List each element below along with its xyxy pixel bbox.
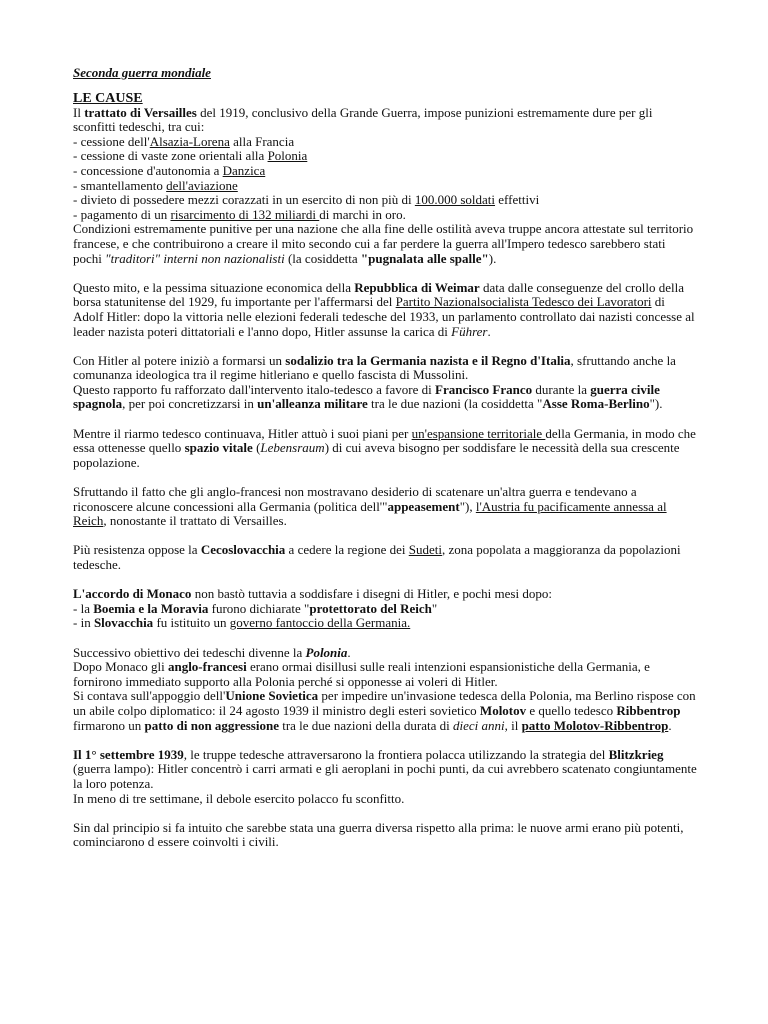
- bold-appeasement: appeasement: [387, 498, 460, 514]
- bold-accordo-monaco: L'accordo di Monaco: [73, 586, 192, 602]
- link-alsazia-lorena[interactable]: Alsazia-Lorena: [149, 133, 230, 149]
- bold-cecoslovacchia: Cecoslovacchia: [200, 542, 286, 558]
- bold-ribbentrop: Ribbentrop: [616, 702, 681, 718]
- italic-dieci-anni: dieci anni: [452, 717, 505, 733]
- bold-protettorato: protettorato del Reich: [309, 600, 432, 616]
- bold-alleanza: un'alleanza militare: [257, 396, 368, 412]
- document-title: Seconda guerra mondiale: [73, 65, 211, 80]
- link-espansione[interactable]: un'espansione territoriale: [411, 425, 546, 441]
- paragraph-appeasement: Sfruttando il fatto che gli anglo-francesi non mostravano desiderio di scatenare un'altra guerra e tendevano a riconoscere alcune concessioni alla Germania (politica dell'"appeasement"), l'Austria fu pacificamente annessa al Reich, nonostante il trattato di Versailles.: [73, 484, 667, 529]
- list-item-soldati: - divieto di possedere mezzi corazzati in un esercito di non più di 100.000 soldati effettivi: [73, 192, 540, 208]
- link-aviazione[interactable]: dell'aviazione: [166, 177, 238, 193]
- paragraph-sconfitta: In meno di tre settimane, il debole esercito polacco fu sconfitto.: [73, 790, 405, 806]
- bold-unione-sovietica: Unione Sovietica: [225, 688, 319, 704]
- list-item-boemia: - la Boemia e la Moravia furono dichiarate "protettorato del Reich": [73, 600, 438, 616]
- link-soldati[interactable]: 100.000 soldati: [414, 192, 496, 208]
- link-partito-nazionalsocialista[interactable]: Partito Nazionalsocialista Tedesco dei Lavoratori: [395, 294, 652, 310]
- bold-anglo-francesi: anglo-francesi: [167, 659, 247, 675]
- link-danzica[interactable]: Danzica: [222, 162, 266, 178]
- list-item-aviazione: - smantellamento dell'aviazione: [73, 177, 238, 193]
- link-austria[interactable]: l'Austria fu pacificamente annessa al Reich: [73, 498, 667, 529]
- paragraph-invasione: Il 1° settembre 1939, le truppe tedesche attraversarono la frontiera polacca utilizzando la strategia del Blitzkrieg (guerra lampo): Hitler concentrò i carri armati e gli aeroplani in pochi punti, da cui avrebbero scatenato congiuntamente la loro potenza.: [73, 746, 697, 791]
- paragraph-anglo-francesi: Dopo Monaco gli anglo-francesi erano ormai disillusi sulle reali intenzioni espansionistiche della Germania, e fornirono immediato supporto alla Polonia perché si opponesse ai voleri di Hitler.: [73, 659, 650, 689]
- bold-boemia: Boemia e la Moravia: [93, 600, 209, 616]
- link-governo-fantoccio[interactable]: governo fantoccio della Germania.: [229, 615, 411, 631]
- paragraph-obiettivo-polonia: Successivo obiettivo dei tedeschi divenne la Polonia.: [73, 644, 351, 660]
- bold-franco: Francisco Franco: [435, 381, 533, 397]
- bold-guerra-civile: guerra civile spagnola: [73, 381, 660, 412]
- bold-blitzkrieg: Blitzkrieg: [608, 746, 664, 762]
- italic-traditori: "traditori" interni non nazionalisti: [105, 250, 285, 266]
- paragraph-cecoslovacchia: Più resistenza oppose la Cecoslovacchia a cedere la regione dei Sudeti, zona popolata a maggioranza da popolazioni tedesche.: [73, 542, 681, 572]
- paragraph-conclusione: Sin dal principio si fa intuito che sarebbe stata una guerra diversa rispetto alla prima: le nuove armi erano più potenti, cominciarono d essere coinvolti i civili.: [73, 819, 684, 850]
- list-item-slovacchia: - in Slovacchia fu istituito un governo fantoccio della Germania.: [73, 615, 411, 631]
- link-patto-molotov-ribbentrop[interactable]: patto Molotov-Ribbentrop: [521, 717, 669, 733]
- bold-asse: Asse Roma-Berlino: [542, 396, 650, 412]
- link-risarcimento[interactable]: risarcimento di 132 miliardi: [170, 206, 320, 222]
- section-heading-cause: LE CAUSE: [73, 90, 143, 106]
- paragraph-versailles: Il trattato di Versailles del 1919, conclusivo della Grande Guerra, impose punizioni estremamente dure per gli sconfitti tedeschi, tra cui:: [73, 104, 653, 135]
- italic-fuhrer: Führer: [451, 323, 488, 339]
- bold-data-invasione: Il 1° settembre 1939: [73, 746, 184, 762]
- list-item-alsazia: - cessione dell'Alsazia-Lorena alla Francia: [73, 133, 295, 149]
- paragraph-riarmo: Mentre il riarmo tedesco continuava, Hitler attuò i suoi piani per un'espansione territoriale della Germania, in modo che essa ottenesse quello spazio vitale (Lebensraum) di cui aveva bisogno per soddisfare le necessità della sua crescente popolazione.: [73, 425, 696, 470]
- paragraph-patto: Si contava sull'appoggio dell'Unione Sovietica per impedire un'invasione tedesca della Polonia, ma Berlino rispose con un abile colpo diplomatico: il 24 agosto 1939 il ministro degli esteri sovietico Molotov e quello tedesco Ribbentrop firmarono un patto di non aggressione tra le due nazioni della durata di dieci anni, il patto Molotov-Ribbentrop.: [73, 688, 696, 733]
- list-item-danzica: - concessione d'autonomia a Danzica: [73, 162, 266, 178]
- paragraph-franco: Questo rapporto fu rafforzato dall'intervento italo-tedesco a favore di Francisco Franco durante la guerra civile spagnola, per poi concretizzarsi in un'alleanza militare tra le due nazioni (la cosiddetta "Asse Roma-Berlino").: [73, 381, 663, 412]
- bold-patto-non-aggressione: patto di non aggressione: [144, 717, 279, 733]
- bold-sodalizio: sodalizio tra la Germania nazista e il Regno d'Italia: [285, 352, 571, 368]
- bold-weimar: Repubblica di Weimar: [354, 279, 480, 295]
- bold-molotov: Molotov: [479, 702, 527, 718]
- bold-spazio-vitale: spazio vitale: [184, 440, 253, 456]
- italic-lebensraum: Lebensraum: [260, 440, 325, 456]
- bold-italic-polonia: Polonia: [305, 644, 348, 660]
- paragraph-condizioni: Condizioni estremamente punitive per una nazione che alla fine delle ostilità aveva truppe ancora attestate sul territorio francese, e che contribuirono a creare il mito secondo cui a far perdere la guerra all'Impero tedesco sarebbero stati pochi "traditori" interni non nazionalisti (la cosiddetta "pugnalata alle spalle").: [73, 221, 694, 266]
- paragraph-monaco: L'accordo di Monaco non bastò tuttavia a soddisfare i disegni di Hitler, e pochi mesi dopo:: [73, 586, 552, 602]
- bold-trattato: trattato di Versailles: [84, 104, 197, 120]
- link-polonia[interactable]: Polonia: [267, 148, 308, 164]
- list-item-polonia: - cessione di vaste zone orientali alla Polonia: [73, 148, 308, 164]
- link-sudeti[interactable]: Sudeti: [408, 542, 442, 558]
- bold-slovacchia: Slovacchia: [93, 615, 154, 631]
- paragraph-weimar: Questo mito, e la pessima situazione economica della Repubblica di Weimar data dalle conseguenze del crollo della borsa statunitense del 1929, fu importante per l'affermarsi del Partito Nazionalsocialista Tedesco dei Lavoratori di Adolf Hitler: dopo la vittoria nelle elezioni federali tedesche del 1933, un parlamento controllato dai nazisti concesse al leader nazista poteri dittatoriali e l'anno dopo, Hitler assunse la carica di Führer.: [73, 279, 695, 339]
- paragraph-sodalizio: Con Hitler al potere iniziò a formarsi un sodalizio tra la Germania nazista e il Regno d'Italia, sfruttando anche la comunanza ideologica tra il regime hitleriano e quello fascista di Mussolini.: [73, 352, 676, 383]
- list-item-risarcimento: - pagamento di un risarcimento di 132 miliardi di marchi in oro.: [73, 206, 406, 222]
- bold-pugnalata: "pugnalata alle spalle": [360, 250, 489, 266]
- document-page: [73, 66, 697, 850]
